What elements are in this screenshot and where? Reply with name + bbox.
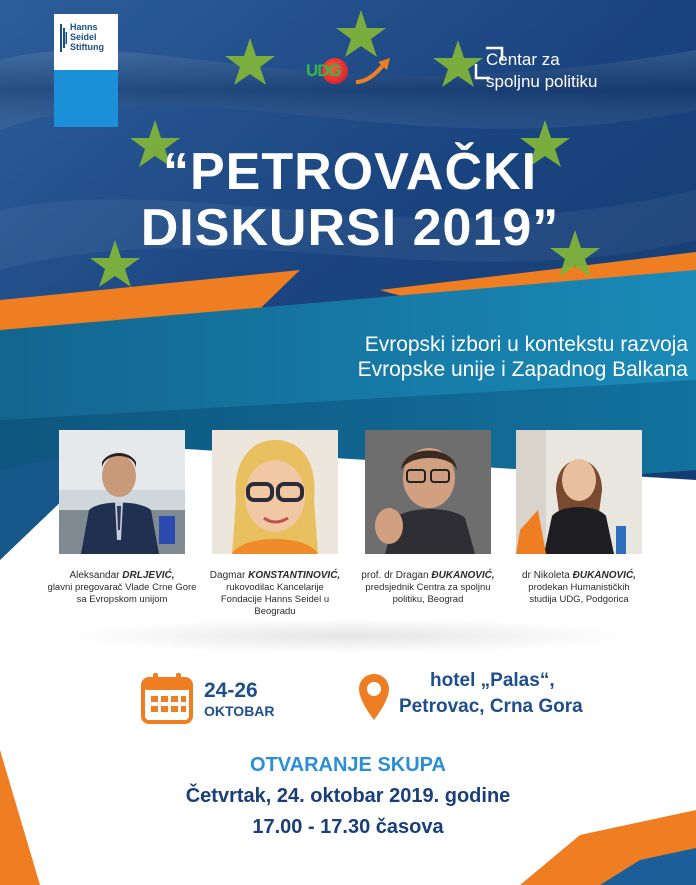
hss-logo-text: Hanns Seidel Stiftung [70, 22, 104, 52]
speaker-photo-dragan-djukanovic [365, 430, 491, 554]
venue-name: hotel „Palas“, [430, 670, 555, 691]
speaker-caption [200, 570, 350, 618]
speaker-name: dr Nikoleta ĐUKANOVIĆ, [522, 570, 636, 581]
speaker-caption [504, 570, 654, 606]
speaker-role: studija UDG, Podgorica [529, 594, 629, 605]
event-dates: 24-26 [204, 679, 258, 702]
speaker-role: glavni pregovarač Vlade Crne Gore [47, 582, 197, 593]
csp-logo-line1: Centar za [486, 50, 560, 69]
location-pin-icon [357, 672, 391, 722]
speaker-name: Dagmar KONSTANTINOVIĆ, [209, 570, 341, 581]
speaker-role: rukovodilac Kancelarije [226, 582, 324, 593]
hanns-seidel-logo [54, 14, 118, 127]
opening-date: Četvrtak, 24. oktobar 2019. godine [185, 785, 511, 807]
speaker-photo-drljevic [59, 430, 185, 554]
speaker-role: prodekan Humanističkih [528, 582, 630, 593]
venue-location: Petrovac, Crna Gora [399, 696, 583, 717]
title-line2: DISKURSI 2019” [140, 199, 560, 257]
speaker-role: predsjednik Centra za spoljnu [365, 582, 491, 593]
udg-logo-text: UDG [306, 61, 341, 80]
csp-logo-line2: spoljnu politiku [486, 72, 598, 91]
opening-time: 17.00 - 17.30 časova [252, 816, 444, 838]
speaker-caption [353, 570, 503, 606]
subtitle-line1: Evropski izbori u kontekstu razvoja [364, 333, 688, 356]
speaker-role: sa Evropskom unijom [76, 594, 168, 605]
opening-heading: OTVARANJE SKUPA [250, 754, 446, 776]
speaker-role: politiku, Beograd [392, 594, 464, 605]
event-subtitle [250, 332, 688, 382]
hss-mark-icon [60, 24, 67, 52]
udg-logo [300, 54, 396, 88]
calendar-icon [140, 672, 194, 724]
speaker-name: prof. dr Dragan ĐUKANOVIĆ, [361, 570, 495, 581]
event-month: OKTOBAR [204, 703, 275, 719]
event-title [100, 144, 600, 256]
speaker-caption [47, 570, 197, 606]
arrow-icon [354, 56, 394, 86]
speaker-photo-konstantinovic [212, 430, 338, 554]
centar-spoljnu-politiku-logo [474, 40, 664, 96]
title-line1: “PETROVAČKI [162, 143, 538, 201]
subtitle-line2: Evropske unije i Zapadnog Balkana [357, 358, 688, 381]
speaker-name: Aleksandar DRLJEVIĆ, [69, 570, 175, 581]
divider-shadow [60, 618, 640, 654]
speaker-photo-nikoleta-djukanovic [516, 430, 642, 554]
speaker-role: Fondacije Hanns Seidel u Beogradu [220, 594, 330, 617]
